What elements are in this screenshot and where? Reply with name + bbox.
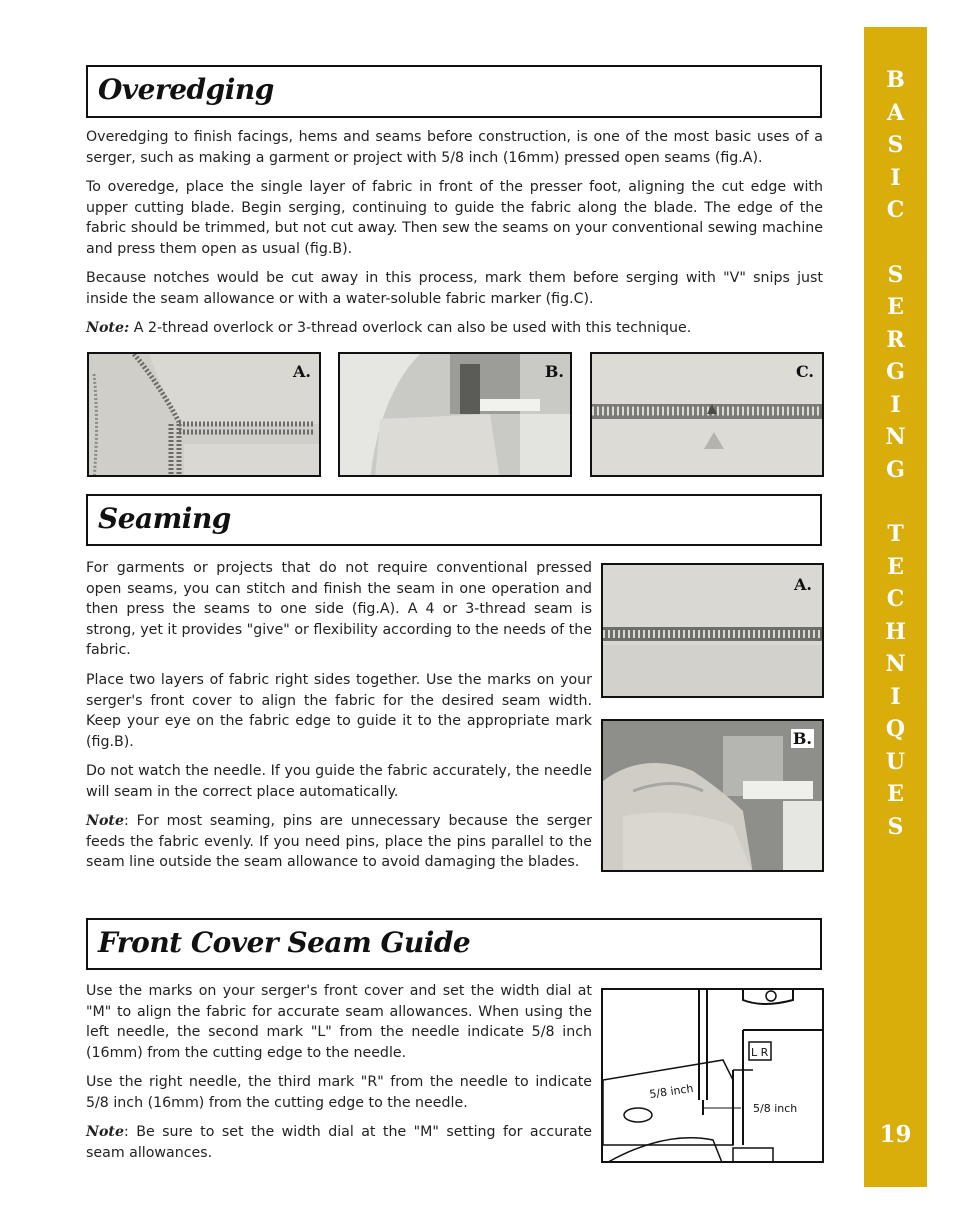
note-text: : Be sure to set the width dial at the "M" setting for accurate seam allowances.	[86, 1124, 592, 1161]
front-cover-note	[86, 1122, 592, 1163]
sidebar-letter: E	[887, 553, 904, 580]
note-label: Note	[86, 1124, 125, 1140]
right-measure-label: 5/8 inch	[753, 1102, 798, 1115]
seaming-paragraph-1: For garments or projects that do not require conventional pressed open seams, you can stitch and finish the seam in one operation and then press the seams to one side (fig.A). A 4 or 3-thread seam is strong, yet it provides "give" or flexibility according to the needs of the fabric.	[86, 560, 592, 658]
sidebar-letter: U	[885, 748, 906, 775]
figure-label-a: A.	[293, 362, 311, 381]
sidebar-letter: E	[887, 294, 904, 320]
sidebar-letter: G	[886, 456, 905, 483]
seam-stitch-photo-icon	[603, 565, 824, 698]
overedging-figure-c	[590, 352, 824, 477]
overedging-paragraph-1: Overedging to finish facings, hems and seams before construction, is one of the most basic uses of a serger, such as making a garment or project with 5/8 inch (16mm) pressed open seams (fig.A).	[86, 129, 823, 166]
notch-photo-icon	[592, 354, 824, 477]
seaming-heading-box	[86, 494, 822, 546]
page-number: 19	[879, 1121, 912, 1148]
sidebar-letter: C	[886, 586, 905, 612]
seam-guide-diagram-icon	[603, 990, 824, 1163]
overedging-figure-b	[338, 352, 572, 477]
overedging-title: Overedging	[98, 73, 274, 106]
seaming-title: Seaming	[98, 502, 231, 535]
sidebar-letter: E	[887, 781, 904, 807]
overedging-heading-box	[86, 65, 822, 118]
figure-label-a: A.	[794, 575, 812, 594]
seaming-paragraph-3: Do not watch the needle. If you guide the fabric accurately, the needle will seam in the correct place automatically.	[86, 763, 592, 800]
sidebar-letter: S	[887, 813, 904, 840]
note-text: : For most seaming, pins are unnecessary because the serger feeds the fabric evenly. If you need pins, place the pins parallel to the seam line outside the seam allowance to avoid damaging the blades.	[86, 813, 592, 870]
note-label: Note:	[86, 320, 130, 336]
sidebar-letter: C	[886, 197, 905, 223]
sidebar-letter: T	[887, 521, 904, 547]
sidebar-letter: N	[885, 424, 906, 450]
overedging-paragraph-2: To overedge, place the single layer of fabric in front of the presser foot, aligning the cut edge with upper cutting blade. Begin serging, continuing to guide the fabric along the blade. The edge of the fabric should be trimmed, but not cut away. Then sew the seams on your conventional sewing machine and press them open as usual (fig.B).	[86, 179, 823, 257]
overedging-note	[86, 318, 823, 339]
sidebar-letter: N	[885, 651, 906, 677]
left-measure-label: 5/8 inch	[648, 1081, 695, 1101]
sidebar-letter: H	[885, 618, 906, 645]
front-cover-heading-box	[86, 918, 822, 970]
note-label: Note	[86, 813, 125, 829]
sidebar-letter: I	[890, 164, 901, 191]
seaming-figure-b	[601, 719, 824, 872]
sidebar-letter: Q	[885, 716, 906, 742]
front-cover-paragraph-1: Use the marks on your serger's front cover and set the width dial at "M" to align the fabric for accurate seam allowances. When using the left needle, the second mark "L" from the needle indicate 5/8 inch (16mm) from the cutting edge to the needle.	[86, 983, 592, 1061]
seam-photo-a-icon	[89, 354, 321, 477]
overedging-figure-a	[87, 352, 321, 477]
lr-marks: L R	[751, 1046, 769, 1059]
seaming-figure-a	[601, 563, 824, 698]
figure-label-b: B.	[544, 362, 564, 381]
sidebar-letter: R	[886, 326, 905, 353]
sidebar-letter: I	[890, 391, 901, 418]
front-cover-title: Front Cover Seam Guide	[98, 926, 471, 959]
sidebar-letter: A	[886, 99, 905, 126]
serger-photo-icon	[340, 354, 572, 477]
front-cover-diagram	[601, 988, 824, 1163]
note-text: A 2-thread overlock or 3-thread overlock can also be used with this technique.	[129, 320, 692, 336]
sidebar-letter: I	[890, 683, 901, 710]
overedging-paragraph-3: Because notches would be cut away in this process, mark them before serging with "V" snips just inside the seam allowance or with a water-soluble fabric marker (fig.C).	[86, 270, 823, 307]
figure-label-b: B.	[792, 729, 812, 748]
sidebar-tab	[864, 27, 927, 1187]
front-cover-paragraph-2: Use the right needle, the third mark "R" from the needle to indicate 5/8 inch (16mm) from the cutting edge to the needle.	[86, 1074, 592, 1111]
sidebar-letter: G	[886, 359, 905, 385]
seaming-note	[86, 811, 592, 873]
sidebar-letter: B	[886, 67, 905, 93]
sidebar-letter: S	[887, 132, 904, 158]
seaming-paragraph-2: Place two layers of fabric right sides together. Use the marks on your serger's front cover to align the fabric for the desired seam width. Keep your eye on the fabric edge to guide it to the appropriate mark (fig.B).	[86, 672, 592, 750]
figure-label-c: C.	[795, 362, 814, 381]
sidebar-letter: S	[887, 261, 904, 288]
